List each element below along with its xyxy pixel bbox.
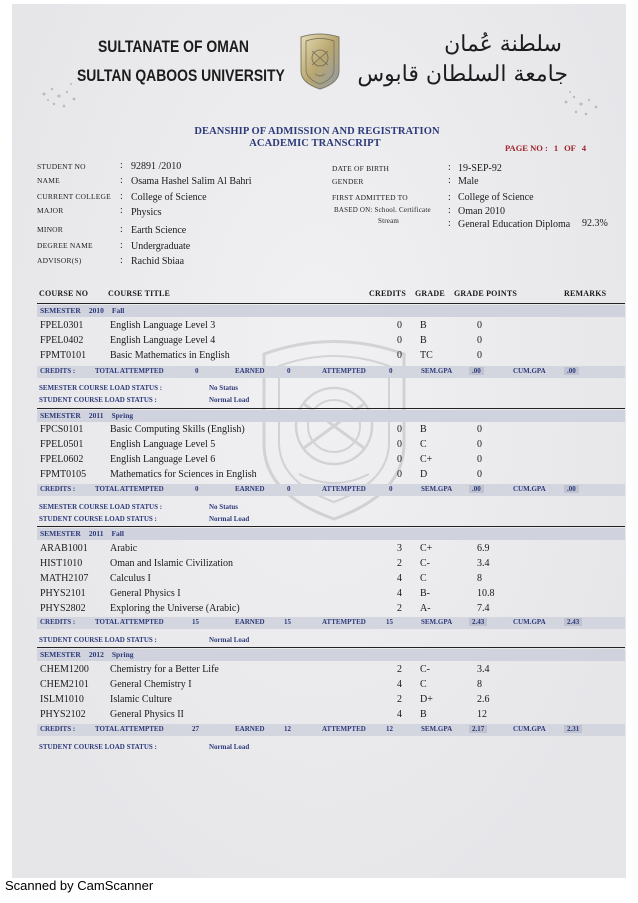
credits-label: CREDITS : [40,367,76,375]
semester-divider [37,408,625,409]
semester-load-status [39,384,238,392]
course-code: HIST1010 [40,558,83,569]
course-title: General Physics I [110,588,181,599]
stream-label: Stream [378,217,400,225]
page-total: 4 [581,143,587,153]
course-title: Basic Mathematics in English [110,350,230,361]
course-title: English Language Level 6 [110,454,216,465]
stream-value: General Education Diploma [458,219,571,230]
credits-label: CREDITS : [40,725,76,733]
semester-bar [37,528,625,540]
attempted-value: 0 [389,485,393,493]
course-grade: C- [420,558,430,569]
col-grade-points: GRADE POINTS [454,289,518,298]
semester-label: SEMESTER [40,306,81,315]
degree-label: DEGREE NAME [37,241,93,250]
course-points: 3.4 [477,558,490,569]
major-value: Physics [131,207,162,218]
cum-gpa-label: CUM.GPA [513,485,546,493]
cum-gpa-value: 2.31 [564,725,582,733]
course-grade: B [420,335,427,346]
based-on-label: BASED ON: School. Certificate [334,206,431,214]
course-title: Mathematics for Sciences in English [110,469,257,480]
cum-gpa-value: .00 [564,485,579,493]
course-points: 8 [477,573,482,584]
first-admitted-value: College of Science [458,192,534,203]
course-code: PHYS2102 [40,709,86,720]
course-code: FPEL0402 [40,335,84,346]
total-attempted-value: 0 [195,485,199,493]
earned-value: 15 [284,618,291,626]
student-load-value: Normal Load [209,515,250,523]
student-no-value: 92891 /2010 [131,161,182,172]
course-row [40,350,620,364]
decorative-dots-right [556,82,606,127]
sem-load-label: SEMESTER COURSE LOAD STATUS : [39,384,163,392]
degree-value: Undergraduate [131,241,191,252]
course-code: PHYS2802 [40,603,86,614]
based-on-value: Oman 2010 [458,206,505,217]
page-of: OF [564,143,576,153]
course-code: FPCS0101 [40,424,84,435]
credits-summary [37,484,625,496]
sem-gpa-value: 2.43 [469,618,487,626]
total-attempted-label: TOTAL ATTEMPTED [95,725,164,733]
col-credits: CREDITS [369,289,406,298]
course-credits: 4 [397,709,402,720]
student-load-value: Normal Load [209,743,250,751]
sem-gpa-label: SEM.GPA [421,485,453,493]
minor-label: MINOR [37,225,64,234]
student-load-label: STUDENT COURSE LOAD STATUS : [39,515,157,523]
course-points: 6.9 [477,543,490,554]
course-title: Arabic [110,543,138,554]
course-credits: 0 [397,439,402,450]
semester-year: 2010 [88,306,104,315]
student-load-label: STUDENT COURSE LOAD STATUS : [39,636,157,644]
total-attempted-value: 15 [192,618,199,626]
course-grade: TC [420,350,433,361]
credits-summary [37,724,625,736]
course-code: PHYS2101 [40,588,86,599]
course-credits: 2 [397,603,402,614]
course-credits: 0 [397,424,402,435]
col-course-no: COURSE NO [39,289,89,298]
semester-load-status [39,503,238,511]
student-load-status [39,743,250,751]
course-grade: C+ [420,454,433,465]
course-credits: 2 [397,694,402,705]
decorative-dots-left [34,74,84,119]
course-grade: C+ [420,543,433,554]
college-label: CURRENT COLLEGE [37,192,111,201]
course-code: ISLM1010 [40,694,84,705]
earned-label: EARNED [235,725,265,733]
stream-percentage: 92.3% [582,218,608,229]
page-current: 1 [553,143,559,153]
sem-gpa-label: SEM.GPA [421,367,453,375]
course-grade: D [420,469,428,480]
course-credits: 0 [397,320,402,331]
course-row [40,573,620,587]
course-credits: 0 [397,469,402,480]
course-grade: C- [420,664,430,675]
page-number [505,143,592,153]
course-row [40,588,620,602]
course-credits: 2 [397,664,402,675]
cum-gpa-label: CUM.GPA [513,618,546,626]
header-divider [37,303,625,304]
earned-label: EARNED [235,618,265,626]
gender-label: GENDER [332,177,364,186]
course-row [40,335,620,349]
dob-label: DATE OF BIRTH [332,164,390,173]
semester-label: SEMESTER [40,411,81,420]
semester-bar [37,649,625,661]
course-row [40,558,620,572]
course-code: FPEL0602 [40,454,84,465]
header-arabic-university: جامعة السلطان قابوس [357,62,568,87]
credits-label: CREDITS : [40,618,76,626]
header-university: SULTAN QABOOS UNIVERSITY [77,66,285,85]
cum-gpa-label: CUM.GPA [513,725,546,733]
course-points: 7.4 [477,603,490,614]
course-credits: 2 [397,558,402,569]
course-title: General Chemistry I [110,679,192,690]
student-load-label: STUDENT COURSE LOAD STATUS : [39,743,157,751]
course-grade: B [420,709,427,720]
course-title: Exploring the Universe (Arabic) [110,603,240,614]
course-title: Oman and Islamic Civilization [110,558,234,569]
course-title: English Language Level 4 [110,335,216,346]
course-credits: 4 [397,573,402,584]
student-load-value: Normal Load [209,636,250,644]
semester-year: 2011 [88,411,104,420]
attempted-value: 0 [389,367,393,375]
sem-gpa-value: .00 [469,367,484,375]
dob-value: 19-SEP-92 [458,163,502,174]
credits-summary [37,617,625,629]
sem-gpa-label: SEM.GPA [421,725,453,733]
col-grade: GRADE [415,289,445,298]
advisor-label: ADVISOR(S) [37,256,82,265]
earned-value: 0 [287,485,291,493]
course-credits: 0 [397,350,402,361]
semester-divider [37,526,625,527]
course-title: Calculus I [110,573,151,584]
gender-value: Male [458,176,479,187]
course-row [40,694,620,708]
semester-label: SEMESTER [40,529,81,538]
header-arabic-sultanate: سلطنة عُمان [444,32,562,57]
course-row [40,679,620,693]
semester-term: Fall [111,306,125,315]
student-load-value: Normal Load [209,396,250,404]
cum-gpa-value: .00 [564,367,579,375]
course-points: 10.8 [477,588,495,599]
course-grade: C [420,573,427,584]
course-grade: B- [420,588,430,599]
course-credits: 4 [397,679,402,690]
header-sultanate: SULTANATE OF OMAN [98,37,250,56]
earned-value: 12 [284,725,291,733]
course-points: 2.6 [477,694,490,705]
course-credits: 3 [397,543,402,554]
credits-label: CREDITS : [40,485,76,493]
sem-load-value: No Status [209,384,238,392]
transcript-sheet: SULTANATE OF OMAN SULTAN QABOOS UNIVERSITY سلطنة عُمان جامعة السلطان قابوس DEANSHIP OF ADMISSION AND REGISTRATION ACADEMIC TRANSCRIPT PAGE NO : 1 OF 4 STUDENT NO : 92891 /2010 NAME : Osama Hashel Salim Al Bahri CURRENT COLLEGE : College of Science MAJOR : Physics MINOR : Earth Science DEGREE NAME : Undergraduate ADVISOR(S) : Rachid Sbiaa DATE OF BIRTH : 19-SEP-92 GENDER : Male FIRST ADMITTED TO : College of Science BASED ON: School. Certificate : Oman 2010 Stream : General Education Diploma 92.3% COURSE NO COURSE TITLE CREDITS GRADE GRADE POINTS REMARKS SEMESTER 2010 Fall FPEL0301 English Language Level 3 0 B 0 FPEL0402 English Language Level 4 0 B 0 FPMT0101 Basic Mathematics in English 0 TC 0 CREDITS : TOTAL ATTEMPTED 0 EARNED 0 ATTEMPTED 0 SEM.GPA .00 CUM.GPA .00 SEMESTER COURSE LOAD STATUS : No Status STUDENT COURSE LOAD STATUS : Normal Load SEMESTER 2011 Spring FPCS0101 Basic Computing Skills (English) 0 B 0 FPEL0501 English Language Level 5 0 C 0 FPEL0602 English Language Level 6 0 C+ 0 FPMT0105 Mathematics for Sciences in English 0 D 0 CREDITS : TOTAL ATTEMPTED 0 EARNED 0 ATTEMPTED 0 SEM.GPA .00 CUM.GPA .00 SEMESTER COURSE LOAD STATUS : No Status STUDENT COURSE LOAD STATUS : Normal Load SEMESTER 2011 Fall ARAB1001 Arabic 3 C+ 6.9 HIST1010 Oman and Islamic Civilization 2 C- 3.4 MATH2107 Calculus I 4 C 8 PHYS2101 General Physics I 4 B- 10.8 PHYS2802 Exploring the Universe (Arabic) 2 A- 7.4 CREDITS : TOTAL ATTEMPTED 15 EARNED 15 ATTEMPTED 15 SEM.GPA 2.43 CUM.GPA 2.43 STUDENT COURSE LOAD STATUS : Normal Load SEMESTER 2012 Spring CHEM1200 Chemistry for a Better Life 2 C- 3.4 CHEM2101 General Chemistry I 4 C 8 ISLM1010 Islamic Culture 2 D+ 2.6 PHYS2102 General Physics II 4 B 12 CREDITS : TOTAL ATTEMPTED 27 EARNED 12 ATTEMPTED 12 SEM.GPA 2.17 CUM.GPA 2.31 STUDENT COURSE LOAD STATUS : Normal Load [12,4,626,878]
course-credits: 0 [397,454,402,465]
col-remarks: REMARKS [564,289,607,298]
credits-summary [37,366,625,378]
semester-divider [37,647,625,648]
course-grade: A- [420,603,431,614]
document-title: ACADEMIC TRANSCRIPT [249,138,381,149]
attempted-label: ATTEMPTED [322,367,366,375]
course-points: 3.4 [477,664,490,675]
course-grade: C [420,439,427,450]
course-code: FPMT0105 [40,469,87,480]
earned-label: EARNED [235,485,265,493]
course-points: 0 [477,439,482,450]
semester-term: Fall [111,529,124,538]
university-crest-icon [297,31,343,91]
total-attempted-value: 27 [192,725,199,733]
sem-gpa-value: 2.17 [469,725,487,733]
sem-gpa-label: SEM.GPA [421,618,453,626]
course-title: Basic Computing Skills (English) [110,424,245,435]
name-label: NAME [37,176,60,185]
attempted-value: 12 [386,725,393,733]
course-row [40,709,620,723]
semester-year: 2012 [88,650,104,659]
student-load-status [39,396,250,404]
col-course-title: COURSE TITLE [108,289,171,298]
course-credits: 4 [397,588,402,599]
total-attempted-label: TOTAL ATTEMPTED [95,485,164,493]
student-load-label: STUDENT COURSE LOAD STATUS : [39,396,157,404]
semester-bar [37,410,625,422]
attempted-label: ATTEMPTED [322,485,366,493]
course-row [40,469,620,483]
cum-gpa-value: 2.43 [564,618,582,626]
sem-load-label: SEMESTER COURSE LOAD STATUS : [39,503,163,511]
course-code: CHEM2101 [40,679,89,690]
minor-value: Earth Science [131,225,187,236]
sem-gpa-value: .00 [469,485,484,493]
major-label: MAJOR [37,206,64,215]
earned-value: 0 [287,367,291,375]
course-row [40,320,620,334]
attempted-value: 15 [386,618,393,626]
course-title: English Language Level 5 [110,439,216,450]
course-row [40,439,620,453]
semester-bar [37,305,625,317]
total-attempted-value: 0 [195,367,199,375]
name-value: Osama Hashel Salim Al Bahri [131,176,252,187]
student-no-label: STUDENT NO [37,162,86,171]
course-row [40,454,620,468]
course-code: CHEM1200 [40,664,89,675]
course-title: General Physics II [110,709,184,720]
course-points: 0 [477,335,482,346]
semester-label: SEMESTER [40,650,81,659]
cum-gpa-label: CUM.GPA [513,367,546,375]
semester-year: 2011 [88,529,104,538]
student-load-status [39,515,250,523]
course-points: 0 [477,350,482,361]
office-title: DEANSHIP OF ADMISSION AND REGISTRATION [194,126,440,137]
course-row [40,424,620,438]
total-attempted-label: TOTAL ATTEMPTED [95,367,164,375]
course-points: 0 [477,424,482,435]
advisor-value: Rachid Sbiaa [131,256,185,267]
course-row [40,603,620,617]
course-title: Islamic Culture [110,694,172,705]
course-points: 0 [477,454,482,465]
college-value: College of Science [131,192,207,203]
course-code: MATH2107 [40,573,89,584]
course-title: English Language Level 3 [110,320,216,331]
course-code: FPEL0301 [40,320,84,331]
course-grade: B [420,320,427,331]
attempted-label: ATTEMPTED [322,618,366,626]
student-load-status [39,636,250,644]
course-points: 8 [477,679,482,690]
course-grade: C [420,679,427,690]
course-code: FPEL0501 [40,439,84,450]
course-title: Chemistry for a Better Life [110,664,219,675]
earned-label: EARNED [235,367,265,375]
scanner-footer: Scanned by CamScanner [5,878,154,893]
course-grade: D+ [420,694,433,705]
semester-term: Spring [111,411,134,420]
course-row [40,543,620,557]
page-label: PAGE NO : [505,143,548,153]
sem-load-value: No Status [209,503,238,511]
semester-term: Spring [111,650,134,659]
course-code: FPMT0101 [40,350,87,361]
course-points: 0 [477,469,482,480]
total-attempted-label: TOTAL ATTEMPTED [95,618,164,626]
course-grade: B [420,424,427,435]
first-admitted-label: FIRST ADMITTED TO [332,193,408,202]
course-points: 12 [477,709,487,720]
course-code: ARAB1001 [40,543,88,554]
course-row [40,664,620,678]
course-credits: 0 [397,335,402,346]
course-points: 0 [477,320,482,331]
attempted-label: ATTEMPTED [322,725,366,733]
